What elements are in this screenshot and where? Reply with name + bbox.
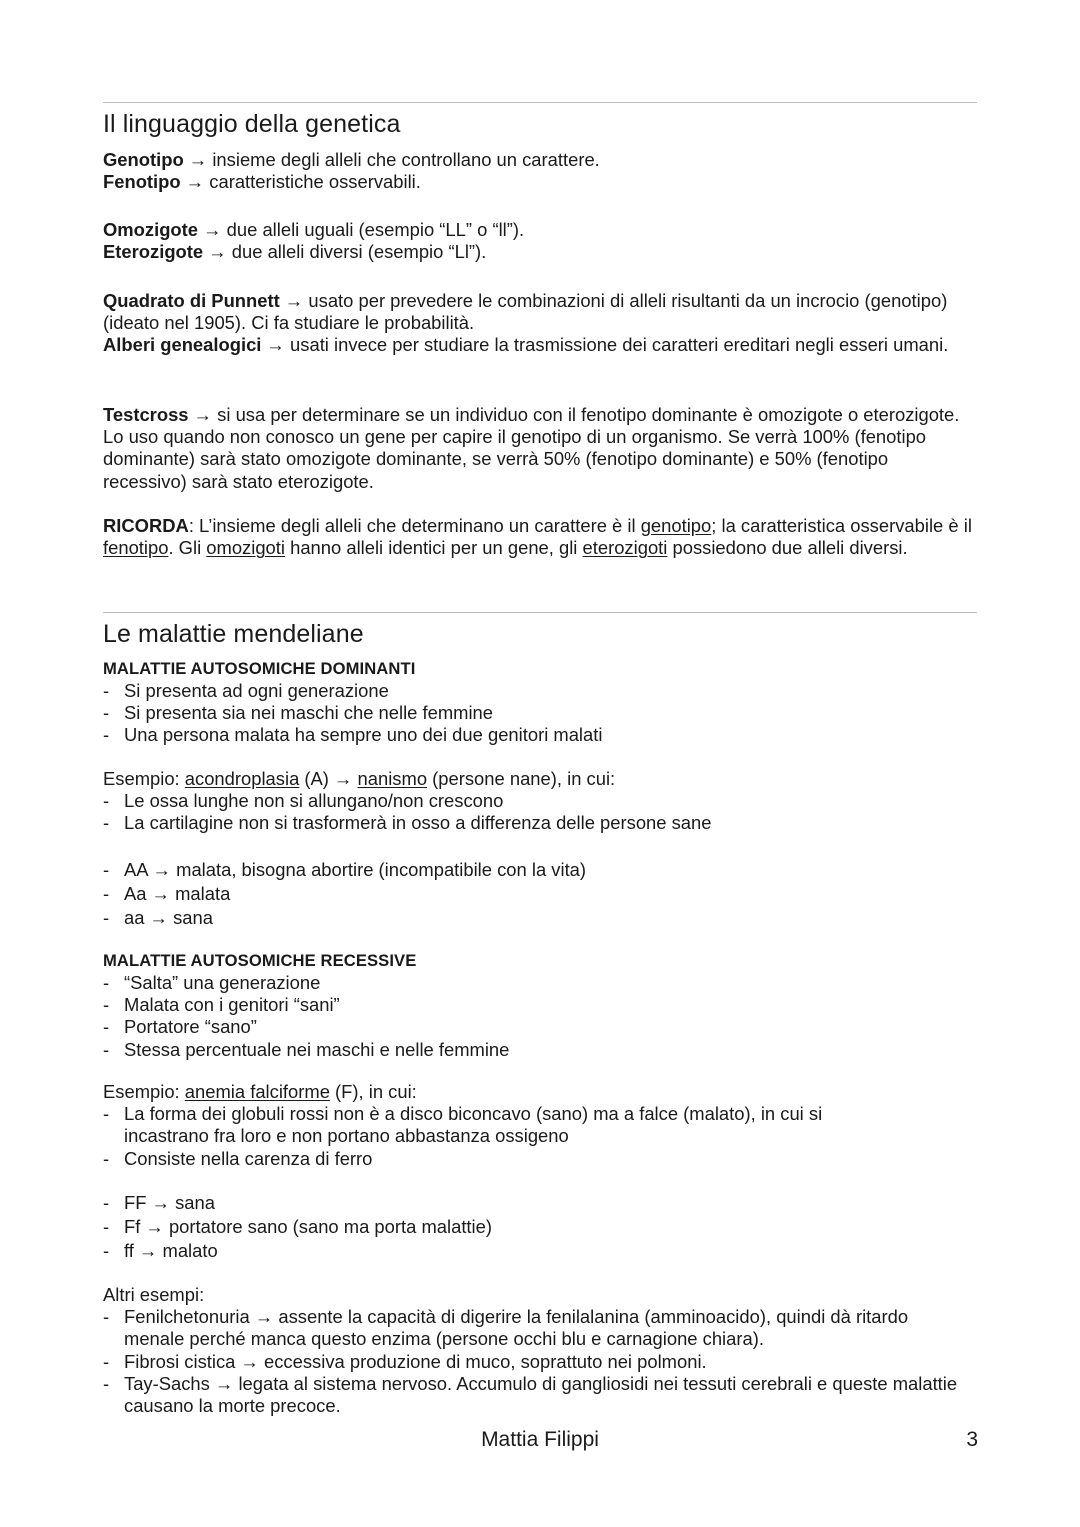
arrow-icon: → bbox=[193, 404, 213, 425]
text: Esempio: bbox=[103, 768, 185, 789]
list-item: - La cartilagine non si trasformerà in osso a differenza delle persone sane bbox=[103, 812, 977, 834]
term: Alberi genealogici bbox=[103, 334, 262, 356]
term: Fenotipo bbox=[103, 171, 181, 193]
definition-text: usati invece per studiare la trasmissione dei caratteri ereditari negli esseri umani. bbox=[290, 334, 949, 356]
dominanti-list bbox=[103, 680, 977, 747]
recessive-genotipi bbox=[103, 1191, 977, 1264]
definition-text: caratteristiche osservabili. bbox=[209, 171, 421, 193]
definition-fenotipo bbox=[103, 171, 977, 193]
list-item: - “Salta” una generazione bbox=[103, 972, 977, 994]
text: (persone nane), in cui: bbox=[427, 768, 616, 789]
arrow-icon: → bbox=[266, 334, 285, 356]
arrow-icon: → bbox=[208, 241, 227, 263]
esempio-line bbox=[103, 1081, 977, 1103]
underlined-term: acondroplasia bbox=[184, 768, 300, 789]
definition-text: insieme degli alleli che controllano un carattere. bbox=[212, 149, 600, 170]
altri-heading: Altri esempi: bbox=[103, 1284, 205, 1305]
list-item: - Portatore “sano” bbox=[103, 1016, 977, 1038]
ricorda-paragraph bbox=[103, 515, 977, 559]
list-item: - Fibrosi cistica → eccessiva produzione di muco, soprattuto nei polmoni. bbox=[103, 1351, 977, 1373]
altri-list bbox=[103, 1306, 977, 1417]
list-item: - FF → sana bbox=[103, 1191, 977, 1215]
underlined-term: eterozigoti bbox=[582, 537, 668, 559]
dominanti-genotipi bbox=[103, 858, 977, 931]
section-divider bbox=[103, 612, 977, 613]
definitions-zygosity bbox=[103, 219, 977, 263]
page-number: 3 bbox=[966, 1428, 978, 1451]
term: Testcross bbox=[103, 404, 189, 425]
esempio-list bbox=[103, 1103, 977, 1170]
footer-author: Mattia Filippi bbox=[481, 1428, 599, 1451]
text: : L’insieme degli alleli che determinano un carattere è il bbox=[188, 515, 641, 536]
text: Esempio: bbox=[103, 1081, 185, 1102]
list-item: - Tay-Sachs → legata al sistema nervoso. Accumulo di gangliosidi nei tessuti cerebrali e queste malattie causano la morte precoce. bbox=[103, 1373, 974, 1417]
underlined-term: omozigoti bbox=[206, 537, 285, 559]
definition-alberi bbox=[103, 334, 977, 356]
definition-text: due alleli diversi (esempio “Ll”). bbox=[231, 241, 487, 263]
recessive-list bbox=[103, 972, 977, 1061]
list-item: - Si presenta ad ogni generazione bbox=[103, 680, 977, 702]
ricorda-note bbox=[103, 515, 977, 559]
esempio-list bbox=[103, 790, 977, 834]
list-item: - La forma dei globuli rossi non è a disco biconcavo (sano) ma a falce (malato), in cui si incastrano fra loro e non portano abbastanza ossigeno bbox=[103, 1103, 894, 1147]
text: (F), in cui: bbox=[329, 1081, 417, 1102]
arrow-icon: → bbox=[188, 149, 208, 170]
altri-esempi bbox=[103, 1284, 977, 1417]
list-item: - AA → malata, bisogna abortire (incompatibile con la vita) bbox=[103, 858, 977, 882]
definition-text: si usa per determinare se un individuo con il fenotipo dominante è omozigote o eterozigote. Lo uso quando non conosco un gene per capire il genotipo di un organismo. Se verrà 100% (fenotipo dominante) sarà stato omozigote dominante, se verrà 50% (fenotipo dominante) e 50% (fenotipo recessivo) sarà stato eterozigote. bbox=[103, 404, 960, 492]
underlined-term: nanismo bbox=[357, 768, 428, 789]
definition-testcross bbox=[103, 404, 977, 493]
list-item: - Una persona malata ha sempre uno dei due genitori malati bbox=[103, 724, 977, 746]
underlined-term: genotipo bbox=[640, 515, 712, 536]
list-item: - Fenilchetonuria → assente la capacità di digerire la fenilalanina (amminoacido), quindi dà ritardo menale perché manca questo enzima (persone occhi blu e carnagione chiara). bbox=[103, 1306, 934, 1350]
definition-text: due alleli uguali (esempio “LL” o “ll”). bbox=[226, 219, 525, 240]
definitions-tools bbox=[103, 290, 977, 357]
text: (A) → bbox=[299, 768, 358, 789]
section-divider bbox=[103, 102, 977, 103]
section-title: Il linguaggio della genetica bbox=[103, 110, 401, 138]
esempio-line bbox=[103, 768, 977, 790]
definitions-genotype-phenotype bbox=[103, 149, 977, 193]
list-item: - Le ossa lunghe non si allungano/non crescono bbox=[103, 790, 977, 812]
text: possiedono due alleli diversi. bbox=[667, 537, 908, 559]
list-item: - Stessa percentuale nei maschi e nelle femmine bbox=[103, 1039, 977, 1061]
definition-testcross-block bbox=[103, 404, 977, 493]
list-item: - Malata con i genitori “sani” bbox=[103, 994, 977, 1016]
dominanti-block bbox=[103, 658, 977, 747]
underlined-term: anemia falciforme bbox=[184, 1081, 330, 1102]
genotipi-list bbox=[103, 1191, 977, 1264]
arrow-icon: → bbox=[284, 290, 304, 311]
subsection-heading: MALATTIE AUTOSOMICHE DOMINANTI bbox=[103, 659, 416, 678]
ricorda-label: RICORDA bbox=[103, 515, 189, 536]
dominanti-esempio bbox=[103, 768, 977, 835]
recessive-block bbox=[103, 950, 977, 1061]
arrow-icon: → bbox=[185, 171, 205, 193]
definition-omozigote bbox=[103, 219, 977, 241]
list-item: - Consiste nella carenza di ferro bbox=[103, 1148, 977, 1170]
list-item: - ff → malato bbox=[103, 1239, 977, 1263]
genotipi-list bbox=[103, 858, 977, 931]
term: Genotipo bbox=[103, 149, 184, 170]
term: Eterozigote bbox=[103, 241, 204, 263]
definition-genotipo bbox=[103, 149, 977, 171]
section-title: Le malattie mendeliane bbox=[103, 620, 364, 648]
list-item: - Aa → malata bbox=[103, 882, 977, 906]
definition-eterozigote bbox=[103, 241, 977, 263]
arrow-icon: → bbox=[203, 219, 222, 240]
list-item: - Ff → portatore sano (sano ma porta malattie) bbox=[103, 1215, 977, 1239]
subsection-heading: MALATTIE AUTOSOMICHE RECESSIVE bbox=[103, 951, 417, 970]
list-item: - aa → sana bbox=[103, 906, 977, 930]
recessive-esempio bbox=[103, 1081, 977, 1170]
term: Quadrato di Punnett bbox=[103, 290, 280, 311]
underlined-term: fenotipo bbox=[103, 537, 169, 559]
text: ; la caratteristica osservabile è il bbox=[711, 515, 972, 536]
term: Omozigote bbox=[103, 219, 199, 240]
list-item: - Si presenta sia nei maschi che nelle femmine bbox=[103, 702, 977, 724]
definition-punnett bbox=[103, 290, 977, 334]
definition-text: usato per prevedere le combinazioni di alleli risultanti da un incrocio (genotipo) (ideato nel 1905). Ci fa studiare le probabilità. bbox=[103, 290, 948, 334]
text: . Gli bbox=[168, 537, 207, 559]
text: hanno alleli identici per un gene, gli bbox=[284, 537, 583, 559]
